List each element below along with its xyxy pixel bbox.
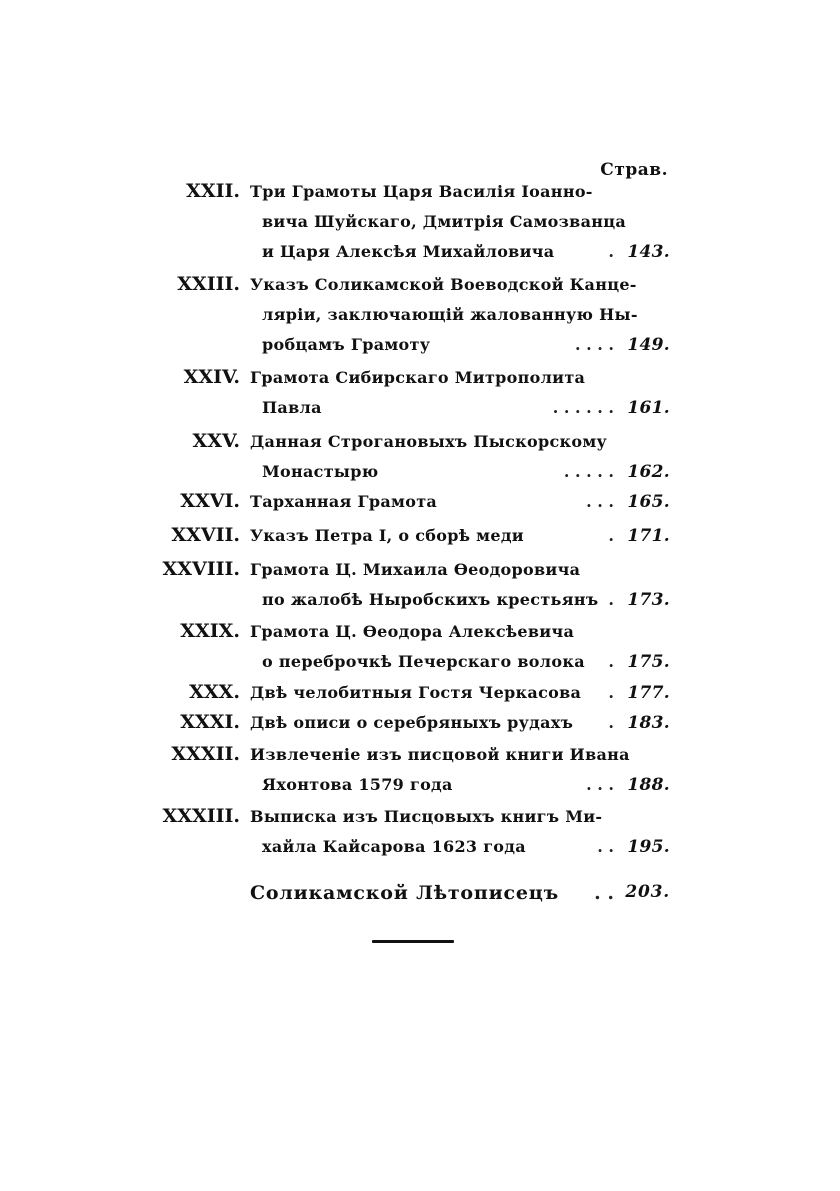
entry-page-number: 195.	[627, 837, 670, 857]
entry-line	[250, 182, 670, 208]
entry-title-text: ляріи, заключающій жалованную Ны-	[262, 305, 638, 324]
entry-title-text: Указъ Соликамской Воеводской Канце-	[250, 275, 637, 294]
entry-line	[250, 560, 670, 586]
entry-line	[250, 683, 670, 709]
entry-leader-dots: .	[608, 526, 614, 545]
final-entry-title: Соликамской Лѣтописецъ	[250, 882, 559, 904]
entry-line	[250, 398, 670, 424]
entry-title-text: по жалобѣ Ныробскихъ крестьянъ	[262, 590, 599, 609]
entry-line	[250, 432, 670, 458]
entry-leader-dots: . .	[597, 837, 614, 856]
entry-numeral: XXIV.	[183, 366, 240, 388]
final-entry-page-number: 203.	[625, 882, 670, 902]
entry-title-text: Грамота Ц. Михаила Ѳеодоровича	[250, 560, 581, 579]
entry-page-number: 161.	[627, 398, 670, 418]
entry-page-number: 183.	[627, 713, 670, 733]
entry-title-text: Извлеченіе изъ писцовой книги Ивана	[250, 745, 630, 764]
entry-title-text: Три Грамоты Царя Василія Іоанно-	[250, 182, 593, 201]
entry-numeral: XXIX.	[180, 620, 240, 642]
entry-title-text: Тарханная Грамота	[250, 492, 438, 511]
entry-line	[250, 492, 670, 518]
entry-line	[250, 242, 670, 268]
entry-line	[250, 775, 670, 801]
entry-numeral: XXVII.	[171, 524, 240, 546]
entry-page-number: 143.	[627, 242, 670, 262]
entry-page-number: 165.	[627, 492, 670, 512]
entry-line	[250, 212, 670, 238]
entry-line	[250, 745, 670, 771]
entry-leader-dots: .	[608, 683, 614, 702]
entry-title-text: Выписка изъ Писцовыхъ книгъ Ми-	[250, 807, 603, 826]
entry-numeral: XXV.	[192, 430, 240, 452]
entry-page-number: 171.	[627, 526, 670, 546]
entry-title-text: вича Шуйскаго, Дмитрія Самозванца	[262, 212, 627, 231]
entry-line	[250, 713, 670, 739]
entry-line	[250, 622, 670, 648]
entry-title-text: Павла	[262, 398, 322, 417]
entry-title-text: о переброчкѣ Печерскаго волока	[262, 652, 585, 671]
entry-page-number: 162.	[627, 462, 670, 482]
entry-numeral: XXIII.	[177, 273, 240, 295]
entry-line	[250, 526, 670, 552]
entry-leader-dots: . . .	[586, 492, 614, 511]
entry-title-text: и Царя Алексѣя Михайловича	[262, 242, 555, 261]
entry-page-number: 149.	[627, 335, 670, 355]
entry-line	[250, 837, 670, 863]
entry-line	[250, 305, 670, 331]
entry-numeral: XXXII.	[171, 743, 240, 765]
entry-title-text: Яхонтова 1579 года	[262, 775, 453, 794]
entry-leader-dots: . . . . . .	[552, 398, 614, 417]
entry-leader-dots: .	[608, 713, 614, 732]
entry-line	[250, 275, 670, 301]
entry-title-text: робцамъ Грамоту	[262, 335, 431, 354]
entry-title-text: Двѣ описи о серебряныхъ рудахъ	[250, 713, 574, 732]
entry-numeral: XXVIII.	[162, 558, 240, 580]
entry-title-text: Грамота Ц. Ѳеодора Алексѣевича	[250, 622, 575, 641]
entry-title-text: Монастырю	[262, 462, 379, 481]
entry-title-text: Грамота Сибирскаго Митрополита	[250, 368, 586, 387]
entry-line	[250, 368, 670, 394]
entry-line	[250, 590, 670, 616]
entry-line	[250, 462, 670, 488]
entry-numeral: XXX.	[189, 681, 240, 703]
entry-numeral: XXVI.	[180, 490, 240, 512]
entry-numeral: XXII.	[186, 180, 240, 202]
entry-line	[250, 335, 670, 361]
page-column-header: Страв.	[600, 160, 668, 180]
entry-title-text: Двѣ челобитныя Гостя Черкасова	[250, 683, 582, 702]
entry-leader-dots: .	[608, 590, 614, 609]
entry-numeral: XXXI.	[180, 711, 240, 733]
entry-leader-dots: . . . . .	[563, 462, 614, 481]
entry-leader-dots: .	[608, 652, 614, 671]
entry-numeral: XXXIII.	[162, 805, 240, 827]
entry-leader-dots: . . . .	[575, 335, 614, 354]
entry-page-number: 175.	[627, 652, 670, 672]
entry-page-number: 173.	[627, 590, 670, 610]
entry-leader-dots: .	[608, 242, 614, 261]
final-entry	[250, 882, 670, 912]
entry-title-text: Указъ Петра I, о сборѣ меди	[250, 526, 524, 545]
final-entry-leader: . .	[594, 882, 614, 904]
closing-rule	[372, 940, 454, 943]
entry-line	[250, 807, 670, 833]
entry-page-number: 177.	[627, 683, 670, 703]
entry-line	[250, 652, 670, 678]
entry-leader-dots: . . .	[586, 775, 614, 794]
entry-title-text: хайла Кайсарова 1623 года	[262, 837, 526, 856]
entry-title-text: Данная Строгановыхъ Пыскорскому	[250, 432, 608, 451]
entry-page-number: 188.	[627, 775, 670, 795]
